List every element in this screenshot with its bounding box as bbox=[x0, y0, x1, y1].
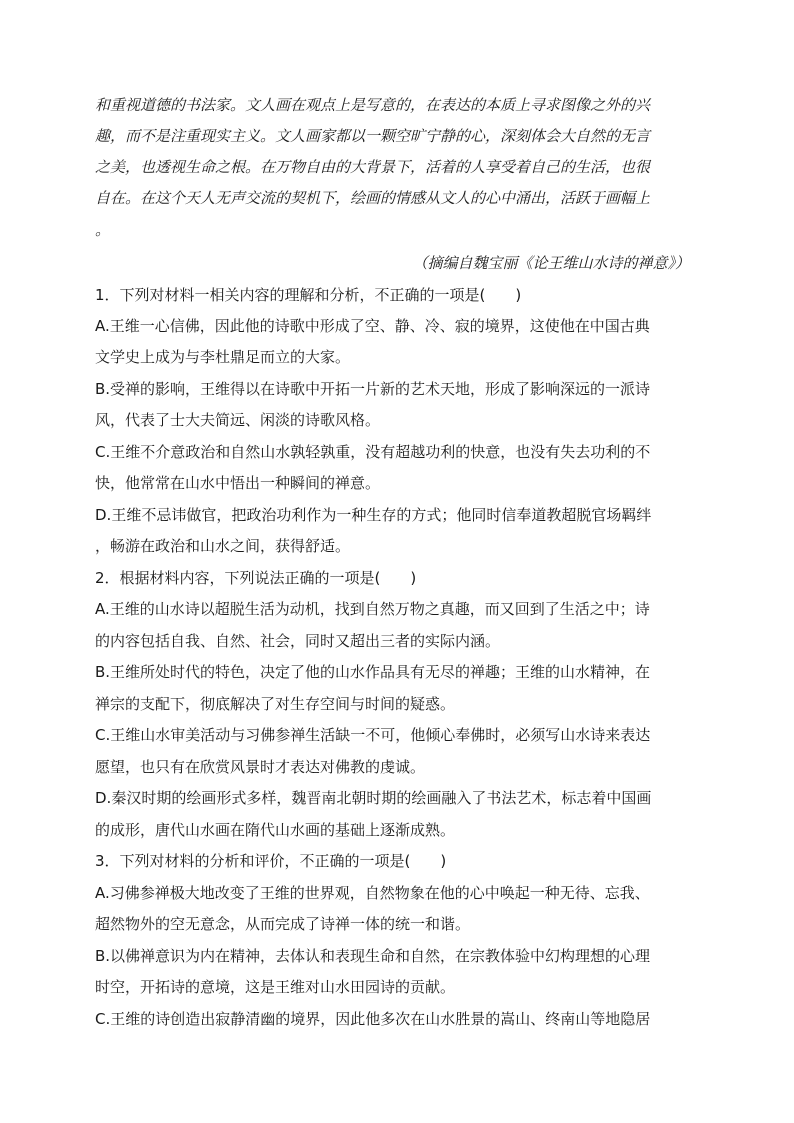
question-1-option-b-cont: 风，代表了士大夫简远、闲淡的诗歌风格。 bbox=[95, 411, 381, 429]
question-3-option-b-cont: 时空，开拓诗的意境，这是王维对山水田园诗的贡献。 bbox=[95, 978, 456, 996]
question-2-stem: 2．根据材料内容，下列说法正确的一项是( ) bbox=[95, 569, 417, 587]
question-2-option-c: C.王维山水审美活动与习佛参禅生活缺一不可，他倾心奉佛时，必须写山水诗来表达 bbox=[95, 726, 651, 744]
question-1-option-d-cont: ，畅游在政治和山水之间，获得舒适。 bbox=[95, 537, 351, 555]
question-2-option-a: A.王维的山水诗以超脱生活为动机，找到自然万物之真趣，而又回到了生活之中；诗 bbox=[95, 600, 650, 618]
question-2-option-d: D.秦汉时期的绘画形式多样，魏晋南北朝时期的绘画融入了书法艺术，标志着中国画 bbox=[95, 789, 652, 807]
question-1-option-d: D.王维不忌讳做官，把政治功利作为一种生存的方式；他同时信奉道教超脱官场羁绊 bbox=[95, 506, 652, 524]
question-3-option-c: C.王维的诗创造出寂静清幽的境界，因此他多次在山水胜景的嵩山、终南山等地隐居 bbox=[95, 1010, 651, 1028]
question-2-option-b: B.王维所处时代的特色，决定了他的山水作品具有无尽的禅趣；王维的山水精神，在 bbox=[95, 663, 651, 681]
question-1-stem: 1．下列对材料一相关内容的理解和分析，不正确的一项是( ) bbox=[95, 286, 522, 304]
passage-line: 趣，而不是注重现实主义。文人画家都以一颗空旷宁静的心，深刻体会大自然的无言 bbox=[95, 127, 651, 145]
passage-line: 之美，也透视生命之根。在万物自由的大背景下，活着的人享受着自己的生活，也很 bbox=[95, 158, 651, 176]
question-2-option-d-cont: 的成形，唐代山水画在隋代山水画的基础上逐渐成熟。 bbox=[95, 821, 456, 839]
question-1-option-b: B.受禅的影响，王维得以在诗歌中开拓一片新的艺术天地，形成了影响深远的一派诗 bbox=[95, 380, 651, 398]
question-3-option-a: A.习佛参禅极大地改变了王维的世界观，自然物象在他的心中唤起一种无待、忘我、 bbox=[95, 884, 650, 902]
passage-source: （摘编自魏宝丽《论王维山水诗的禅意》） bbox=[412, 254, 690, 272]
question-1-option-c: C.王维不介意政治和自然山水孰轻孰重，没有超越功利的快意，也没有失去功利的不 bbox=[95, 443, 651, 461]
question-2-option-a-cont: 的内容包括自我、自然、社会，同时又超出三者的实际内涵。 bbox=[95, 632, 501, 650]
passage-line: 自在。在这个天人无声交流的契机下，绘画的情感从文人的心中涌出，活跃于画幅上 bbox=[95, 189, 651, 207]
passage-line: 和重视道德的书法家。文人画在观点上是写意的，在表达的本质上寻求图像之外的兴 bbox=[95, 96, 651, 114]
question-1-option-a-cont: 文学史上成为与李杜鼎足而立的大家。 bbox=[95, 348, 351, 366]
question-3-option-a-cont: 超然物外的空无意念，从而完成了诗禅一体的统一和谐。 bbox=[95, 915, 471, 933]
question-2-option-b-cont: 禅宗的支配下，彻底解决了对生存空间与时间的疑惑。 bbox=[95, 695, 456, 713]
question-1-option-a: A.王维一心信佛，因此他的诗歌中形成了空、静、冷、寂的境界，这使他在中国古典 bbox=[95, 317, 650, 335]
question-1-option-c-cont: 快，他常常在山水中悟出一种瞬间的禅意。 bbox=[95, 474, 381, 492]
question-3-stem: 3．下列对材料的分析和评价，不正确的一项是( ) bbox=[95, 852, 447, 870]
passage-line: 。 bbox=[95, 221, 111, 239]
question-3-option-b: B.以佛禅意识为内在精神，去体认和表现生命和自然，在宗教体验中幻构理想的心理 bbox=[95, 947, 651, 965]
question-2-option-c-cont: 愿望，也只有在欣赏风景时才表达对佛教的虔诚。 bbox=[95, 758, 426, 776]
